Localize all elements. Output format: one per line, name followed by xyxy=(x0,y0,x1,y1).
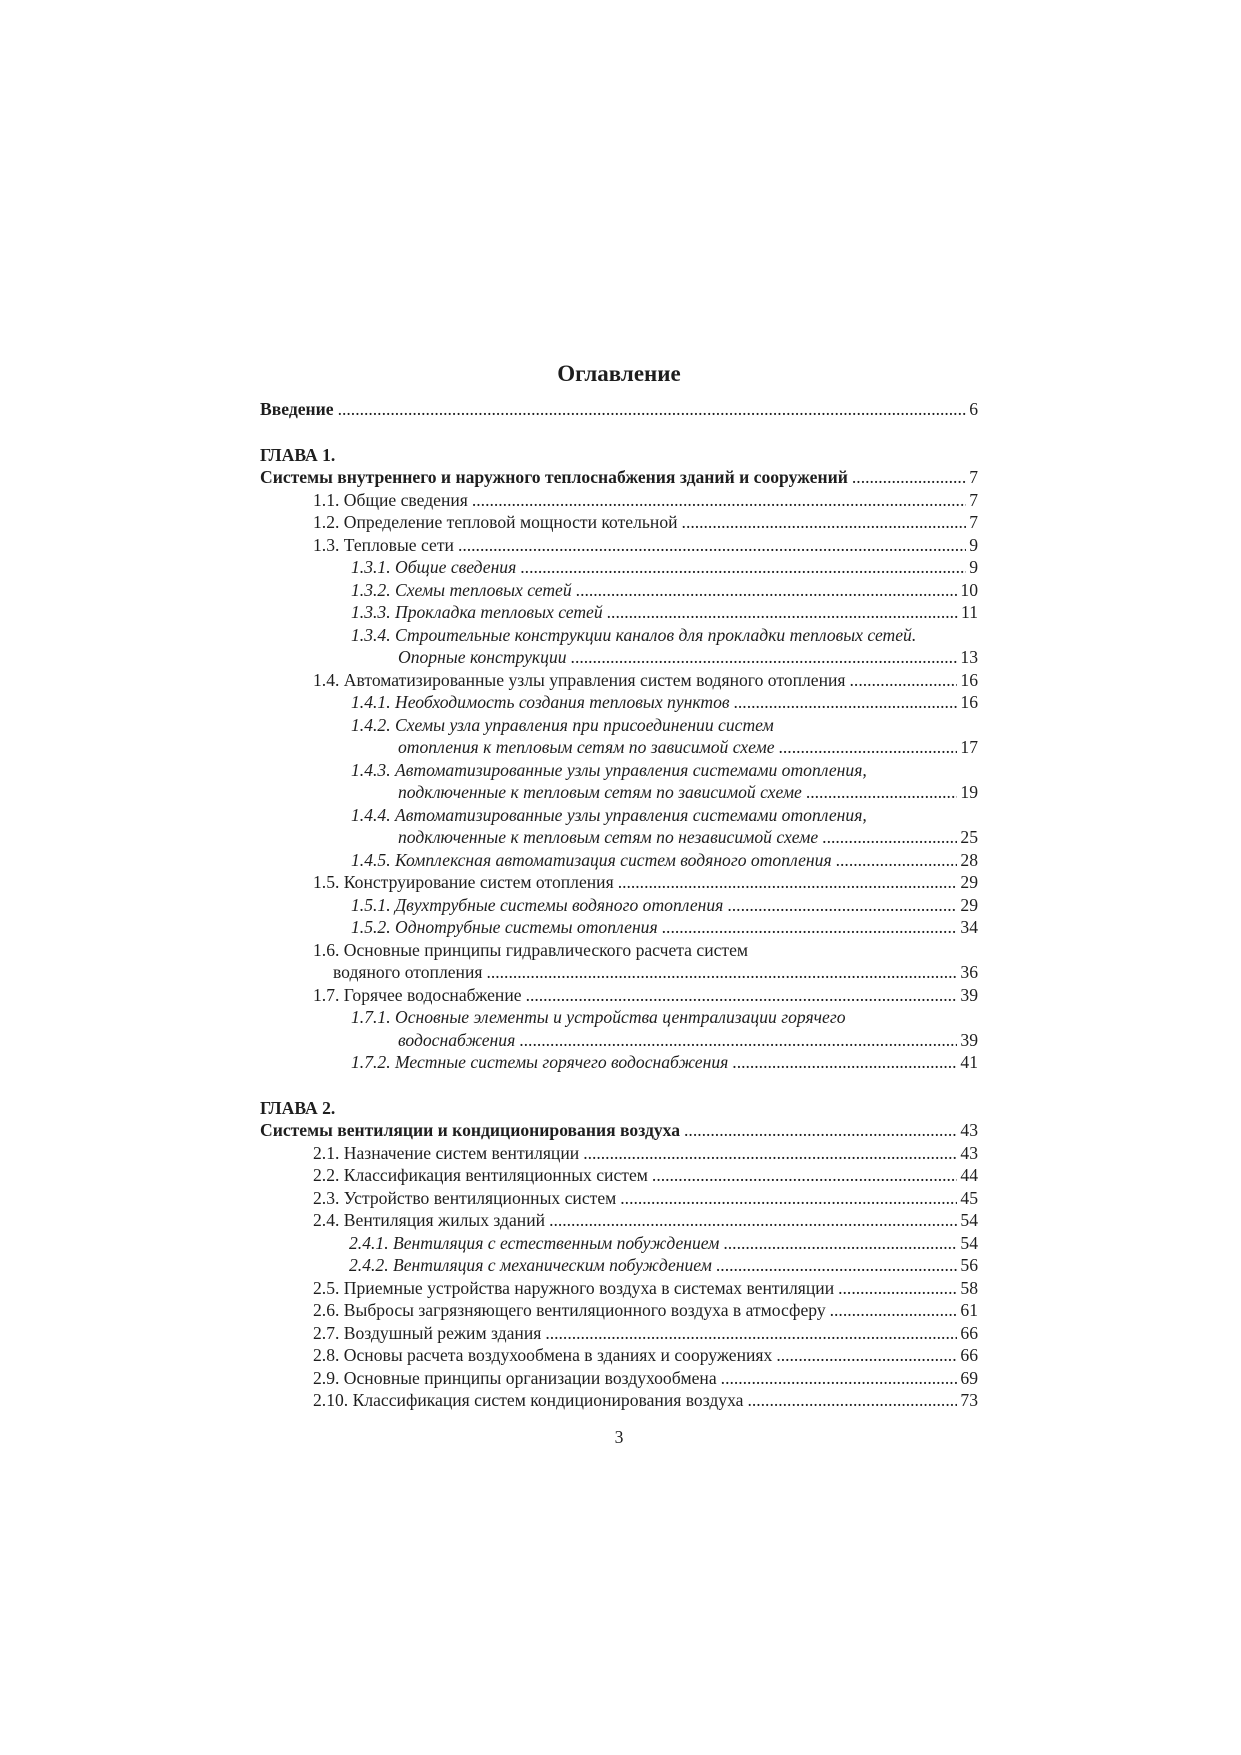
dot-leader xyxy=(652,1164,957,1187)
toc-page-number: 10 xyxy=(960,579,978,600)
toc-entry[interactable] xyxy=(260,1164,978,1187)
toc-entry-text: 2.5. Приемные устройства наружного воздуха в системах вентиляции xyxy=(313,1277,835,1298)
toc-page-number: 28 xyxy=(960,849,978,870)
chapter-heading: ГЛАВА 1. xyxy=(260,444,336,465)
dot-leader xyxy=(836,849,958,872)
page-number: 3 xyxy=(614,1426,624,1447)
toc-entry-text: 1.2. Определение тепловой мощности котельной xyxy=(313,512,678,532)
toc-page-number: 61 xyxy=(960,1300,978,1320)
toc-entry[interactable] xyxy=(260,1209,978,1232)
toc-page-number: 69 xyxy=(960,1367,978,1388)
dot-leader xyxy=(806,781,958,804)
dot-leader xyxy=(519,1029,957,1052)
toc-entry-text: 2.7. Воздушный режим здания xyxy=(313,1322,542,1343)
toc-subentry[interactable] xyxy=(260,849,978,872)
toc-entry-chapter-2[interactable] xyxy=(260,1119,978,1142)
toc-subentry-text[interactable]: 1.3.4. Строительные конструкции каналов для прокладки тепловых сетей. xyxy=(351,624,917,645)
toc-entry-text: 2.9. Основные принципы организации воздухообмена xyxy=(313,1367,717,1388)
toc-entry-text: подключенные к тепловым сетям по независимой схеме xyxy=(398,827,819,847)
dot-leader xyxy=(520,556,966,579)
dot-leader xyxy=(583,1142,957,1165)
toc-subentry-continuation[interactable] xyxy=(260,826,978,849)
dot-leader xyxy=(822,826,957,849)
page-title: Оглавление xyxy=(557,361,681,386)
dot-leader xyxy=(620,1187,957,1210)
toc-entry-text: 1.1. Общие сведения xyxy=(313,489,468,510)
dot-leader xyxy=(716,1254,958,1277)
dot-leader xyxy=(662,916,958,939)
toc-entry-text: водоснабжения xyxy=(398,1029,516,1050)
dot-leader xyxy=(576,579,958,602)
toc-entry-text: 1.4. Автоматизированные узлы управления систем водяного отопления xyxy=(313,669,846,690)
toc-entry-text: 2.2. Классификация вентиляционных систем xyxy=(313,1165,648,1185)
toc-entry-text: 2.10. Классификация систем кондиционирования воздуха xyxy=(313,1390,744,1410)
toc-subentry-continuation[interactable] xyxy=(260,646,978,669)
spacer xyxy=(260,421,978,444)
dot-leader xyxy=(747,1389,957,1412)
dot-leader xyxy=(486,961,957,984)
dot-leader xyxy=(776,1344,957,1367)
toc-subentry-continuation[interactable] xyxy=(260,781,978,804)
toc-entry-text: водяного отопления xyxy=(333,962,483,982)
dot-leader xyxy=(607,601,958,624)
dot-leader xyxy=(549,1209,957,1232)
toc-page-number: 16 xyxy=(960,692,978,712)
toc-page-number: 44 xyxy=(960,1165,978,1185)
toc-page-number: 58 xyxy=(960,1277,978,1298)
toc-page-number: 73 xyxy=(960,1390,978,1410)
toc-page-number: 66 xyxy=(960,1345,978,1365)
toc-entry[interactable] xyxy=(260,511,978,534)
toc-entry-text: Системы вентиляции и кондиционирования воздуха xyxy=(260,1120,681,1140)
toc-page-number: 43 xyxy=(960,1120,978,1140)
toc-subentry[interactable] xyxy=(260,1254,978,1277)
toc-entry-text: 1.3. Тепловые сети xyxy=(313,534,454,555)
toc-entry-text: Опорные конструкции xyxy=(398,647,567,667)
toc-entry-text: 1.3.1. Общие сведения xyxy=(351,557,517,577)
dot-leader xyxy=(472,489,966,512)
toc-entry-chapter-1[interactable] xyxy=(260,466,978,489)
toc-subentry[interactable] xyxy=(260,894,978,917)
toc-entry[interactable] xyxy=(260,1187,978,1210)
toc-entry-text: 1.4.5. Комплексная автоматизация систем водяного отопления xyxy=(351,849,832,870)
toc-page-number: 19 xyxy=(960,782,978,802)
toc-subentry-text[interactable]: 1.4.2. Схемы узла управления при присоединении систем xyxy=(351,714,774,735)
toc-entry[interactable] xyxy=(260,984,978,1007)
toc-page-number: 6 xyxy=(969,399,978,419)
dot-leader xyxy=(682,511,967,534)
toc-page-number: 34 xyxy=(960,917,978,937)
toc-subentry[interactable] xyxy=(260,556,978,579)
toc-entry[interactable] xyxy=(260,669,978,692)
toc-entry-text: 1.5.2. Однотрубные системы отопления xyxy=(351,917,658,937)
toc-subentry[interactable] xyxy=(260,1051,978,1074)
dot-leader xyxy=(721,1367,958,1390)
toc-subentry-continuation[interactable] xyxy=(260,1029,978,1052)
toc-page-number: 54 xyxy=(960,1210,978,1230)
toc-entry-text: 2.1. Назначение систем вентиляции xyxy=(313,1142,580,1163)
toc-page-number: 45 xyxy=(960,1187,978,1208)
toc-page xyxy=(260,360,978,1448)
dot-leader xyxy=(830,1299,958,1322)
dot-leader xyxy=(571,646,958,669)
toc-page-number: 11 xyxy=(961,602,978,622)
toc-page-number: 29 xyxy=(960,894,978,915)
toc-page-number: 7 xyxy=(969,512,978,532)
toc-entry-text: Системы внутреннего и наружного теплоснабжения зданий и сооружений xyxy=(260,467,848,487)
toc-entry-text: 2.4.2. Вентиляция с механическим побуждением xyxy=(349,1255,712,1275)
toc-entry-text: Введение xyxy=(260,399,334,419)
toc-entry-text: 2.4.1. Вентиляция с естественным побуждением xyxy=(349,1232,720,1253)
toc-entry-text: 2.8. Основы расчета воздухообмена в зданиях и сооружениях xyxy=(313,1345,773,1365)
toc-entry-text: 1.7.2. Местные системы горячего водоснабжения xyxy=(351,1052,729,1072)
toc-entry-text: 1.5. Конструирование систем отопления xyxy=(313,872,614,892)
toc-page-number: 16 xyxy=(960,669,978,690)
toc-entry[interactable] xyxy=(260,1389,978,1412)
toc-page-number: 41 xyxy=(960,1052,978,1072)
toc-entry-text: 2.3. Устройство вентиляционных систем xyxy=(313,1187,617,1208)
toc-entry-text: 2.6. Выбросы загрязняющего вентиляционного воздуха в атмосферу xyxy=(313,1300,826,1320)
dot-leader xyxy=(618,871,958,894)
toc-subentry[interactable] xyxy=(260,691,978,714)
toc-subentry-continuation[interactable] xyxy=(260,736,978,759)
toc-page-number: 43 xyxy=(960,1142,978,1163)
toc-entry-text: 1.4.1. Необходимость создания тепловых пунктов xyxy=(351,692,730,712)
dot-leader xyxy=(838,1277,957,1300)
toc-entry-continuation[interactable] xyxy=(260,961,978,984)
toc-entry[interactable] xyxy=(260,871,978,894)
toc-page-number: 13 xyxy=(960,647,978,667)
toc-subentry[interactable] xyxy=(260,1232,978,1255)
toc-entry-intro[interactable] xyxy=(260,398,978,421)
toc-page-number: 7 xyxy=(969,489,978,510)
toc-entry[interactable] xyxy=(260,1322,978,1345)
toc-page-number: 25 xyxy=(960,827,978,847)
toc-entry-text[interactable]: 1.6. Основные принципы гидравлического расчета систем xyxy=(313,939,749,960)
dot-leader xyxy=(852,466,966,489)
toc-entry[interactable] xyxy=(260,1299,978,1322)
toc-page-number: 9 xyxy=(969,534,978,555)
dot-leader xyxy=(458,534,966,557)
toc-page-number: 66 xyxy=(960,1322,978,1343)
dot-leader xyxy=(779,736,958,759)
toc-entry[interactable] xyxy=(260,1367,978,1390)
toc-page-number: 56 xyxy=(960,1255,978,1275)
toc-entry[interactable] xyxy=(260,489,978,512)
toc-subentry[interactable] xyxy=(260,601,978,624)
toc-entry-text: 1.3.3. Прокладка тепловых сетей xyxy=(351,602,603,622)
dot-leader xyxy=(338,398,967,421)
dot-leader xyxy=(732,1051,957,1074)
dot-leader xyxy=(545,1322,957,1345)
toc-entry-text: отопления к тепловым сетям по зависимой схеме xyxy=(398,737,775,757)
spacer xyxy=(260,1074,978,1097)
toc-page-number: 7 xyxy=(969,467,978,487)
toc-subentry[interactable] xyxy=(260,916,978,939)
toc-entry-text: 1.7. Горячее водоснабжение xyxy=(313,984,522,1005)
toc-page-number: 54 xyxy=(960,1232,978,1253)
toc-entry[interactable] xyxy=(260,1142,978,1165)
toc-entry[interactable] xyxy=(260,1277,978,1300)
toc-page-number: 36 xyxy=(960,962,978,982)
dot-leader xyxy=(850,669,958,692)
toc-subentry[interactable] xyxy=(260,579,978,602)
chapter-heading: ГЛАВА 2. xyxy=(260,1097,336,1118)
toc-subentry-text[interactable]: 1.7.1. Основные элементы и устройства централизации горячего xyxy=(351,1007,846,1027)
toc-entry-text: 1.3.2. Схемы тепловых сетей xyxy=(351,579,572,600)
toc-page-number: 17 xyxy=(960,737,978,757)
toc-page-number: 39 xyxy=(960,984,978,1005)
dot-leader xyxy=(723,1232,957,1255)
toc-page-number: 39 xyxy=(960,1029,978,1050)
toc-subentry-text[interactable]: 1.4.4. Автоматизированные узлы управления системами отопления, xyxy=(351,804,867,825)
dot-leader xyxy=(684,1119,957,1142)
toc-page-number: 29 xyxy=(960,872,978,892)
toc-entry[interactable] xyxy=(260,1344,978,1367)
toc-subentry-text[interactable]: 1.4.3. Автоматизированные узлы управления системами отопления, xyxy=(351,759,867,780)
dot-leader xyxy=(734,691,958,714)
toc-entry[interactable] xyxy=(260,534,978,557)
dot-leader xyxy=(727,894,957,917)
toc-page-number: 9 xyxy=(969,557,978,577)
toc-entry-text: 1.5.1. Двухтрубные системы водяного отопления xyxy=(351,894,724,915)
toc-entry-text: 2.4. Вентиляция жилых зданий xyxy=(313,1210,546,1230)
dot-leader xyxy=(526,984,958,1007)
toc-entry-text: подключенные к тепловым сетям по зависимой схеме xyxy=(398,782,802,802)
